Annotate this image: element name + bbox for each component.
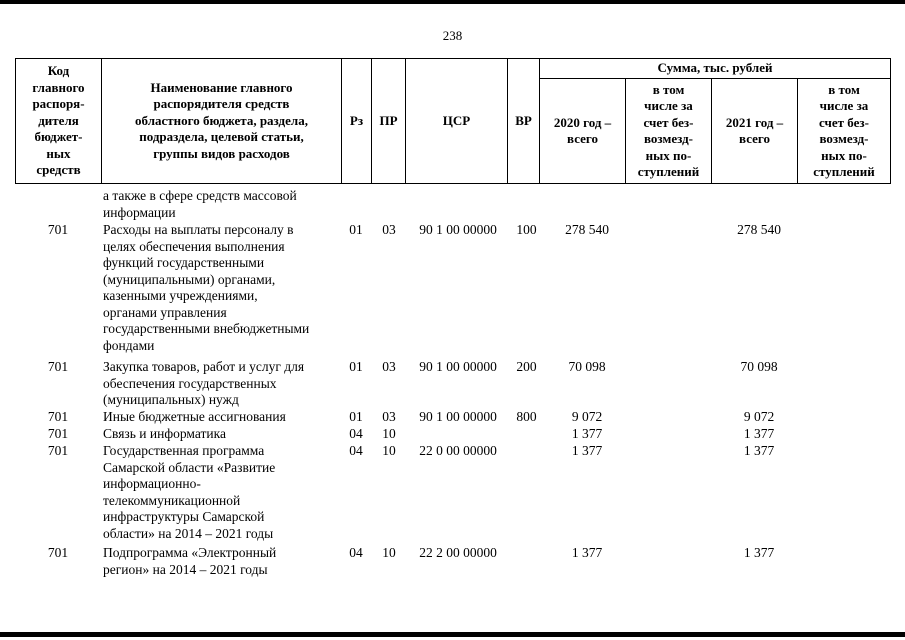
- row-pr: 10: [382, 443, 396, 458]
- row-sum-2021: 1 377: [743, 443, 775, 458]
- row-csr: 90 1 00 00000: [419, 409, 497, 424]
- row-sum-2020: 278 540: [565, 222, 609, 237]
- row-sum-2021: 70 098: [740, 359, 778, 374]
- row-sum-2021: 1 377: [743, 426, 775, 441]
- row-sum-2021: 278 540: [737, 222, 781, 237]
- row-csr: 90 1 00 00000: [419, 222, 497, 237]
- row-sum-2020: 1 377: [571, 426, 603, 441]
- row-code: 701: [47, 545, 69, 560]
- header-2020-total: 2020 год – всего: [540, 79, 626, 184]
- row-name: Закупка товаров, работ и услуг для обеспечения государственных (муниципальных) нужд: [103, 359, 305, 407]
- row-vr: 200: [516, 359, 537, 374]
- page-number: 238: [442, 28, 463, 43]
- row-code: 701: [47, 359, 69, 374]
- bottom-border: [0, 632, 905, 637]
- row-csr: 22 0 00 00000: [419, 443, 497, 458]
- row-sum-2020: 1 377: [571, 545, 603, 560]
- row-csr: 22 2 00 00000: [419, 545, 497, 560]
- header-2021-total: 2021 год – всего: [712, 79, 798, 184]
- row-code: 701: [47, 409, 69, 424]
- row-code: 701: [47, 222, 69, 237]
- row-csr: 90 1 00 00000: [419, 359, 497, 374]
- row-rz: 04: [349, 426, 363, 441]
- header-2020-incl: в том числе за счет без- возмезд- ных по- ступлений: [626, 79, 712, 184]
- row-vr: 800: [516, 409, 537, 424]
- row-name: Подпрограмма «Электронный регион» на 2014 – 2021 годы: [103, 545, 277, 577]
- top-border: [0, 0, 905, 4]
- row-name: а также в сфере средств массовой информации: [103, 188, 297, 220]
- row-rz: 01: [349, 359, 363, 374]
- header-name: Наименование главного распорядителя средств областного бюджета, раздела, подраздела, целевой статьи, группы видов расходов: [102, 59, 342, 184]
- row-vr: 100: [516, 222, 537, 237]
- row-sum-2020: 9 072: [571, 409, 603, 424]
- row-pr: 03: [382, 409, 396, 424]
- row-name: Расходы на выплаты персоналу в целях обеспечения выполнения функций государственными (муниципальными) органами, казенными учреждениями, органами управления государственными внебюджетными фондами: [103, 222, 310, 353]
- header-code: Код главного распоря- дителя бюджет- ных средств: [16, 59, 102, 184]
- row-sum-2021: 9 072: [743, 409, 775, 424]
- row-sum-2020: 1 377: [571, 443, 603, 458]
- row-code: 701: [47, 426, 69, 441]
- row-pr: 10: [382, 545, 396, 560]
- row-sum-2021: 1 377: [743, 545, 775, 560]
- row-code: 701: [47, 443, 69, 458]
- header-sum-title: Сумма, тыс. рублей: [540, 59, 891, 79]
- header-csr: ЦСР: [406, 59, 508, 184]
- row-pr: 03: [382, 222, 396, 237]
- row-rz: 01: [349, 409, 363, 424]
- header-rz: Рз: [342, 59, 372, 184]
- row-rz: 04: [349, 545, 363, 560]
- table-header: [15, 58, 891, 184]
- header-2021-incl: в том числе за счет без- возмезд- ных по- ступлений: [798, 79, 891, 184]
- row-name: Государственная программа Самарской области «Развитие информационно- телекоммуникационной инфраструктуры Самарской области» на 2014 – 2021 годы: [103, 443, 276, 541]
- row-pr: 10: [382, 426, 396, 441]
- row-sum-2020: 70 098: [568, 359, 606, 374]
- row-name: Связь и информатика: [103, 426, 226, 441]
- header-vr: ВР: [508, 59, 540, 184]
- row-name: Иные бюджетные ассигнования: [103, 409, 286, 424]
- row-rz: 01: [349, 222, 363, 237]
- header-pr: ПР: [372, 59, 406, 184]
- row-pr: 03: [382, 359, 396, 374]
- row-rz: 04: [349, 443, 363, 458]
